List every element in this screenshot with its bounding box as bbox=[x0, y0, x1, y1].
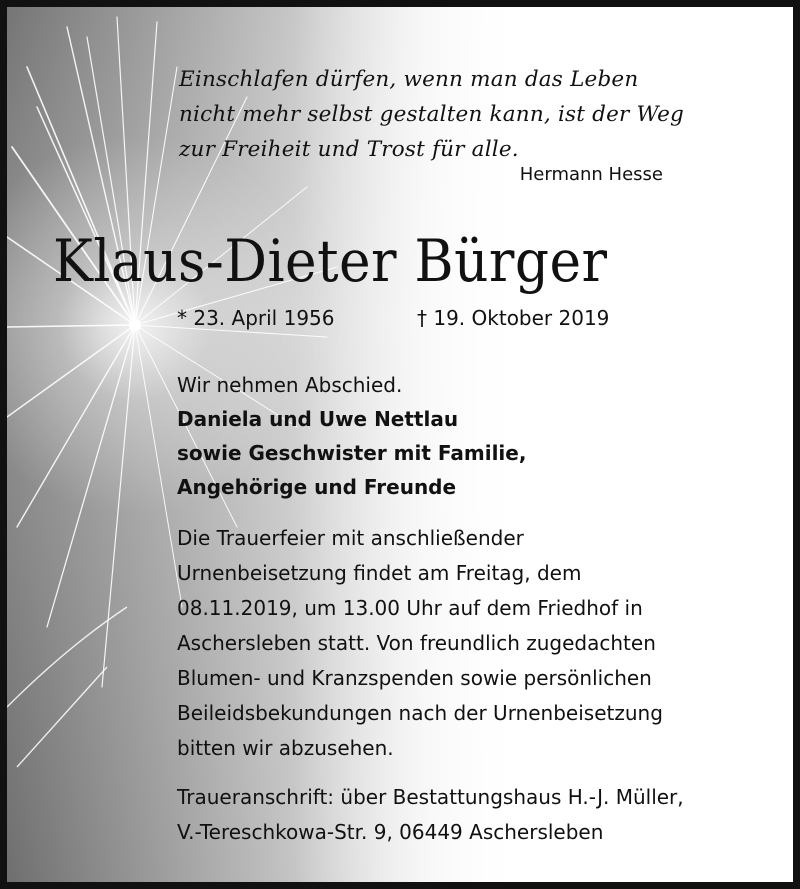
funeral-notice bbox=[177, 521, 663, 766]
notice-line: bitten wir abzusehen. bbox=[177, 736, 394, 760]
notice-line: 08.11.2019, um 13.00 Uhr auf dem Friedhof in bbox=[177, 596, 643, 620]
address-line: Traueranschrift: über Bestattungshaus H.-J. Müller, bbox=[177, 785, 684, 809]
deceased-name: Klaus-Dieter Bürger bbox=[53, 227, 608, 295]
farewell-intro: Wir nehmen Abschied. bbox=[177, 373, 403, 397]
notice-line: Beileidsbekundungen nach der Urnenbeisetzung bbox=[177, 701, 663, 725]
quote-line: Einschlafen dürfen, wenn man das Leben bbox=[179, 67, 639, 92]
death-date: † 19. Oktober 2019 bbox=[417, 306, 610, 330]
mourners bbox=[177, 368, 526, 504]
quote bbox=[179, 62, 739, 167]
mourning-address bbox=[177, 780, 684, 850]
quote-author: Hermann Hesse bbox=[519, 164, 663, 185]
mourner-line: sowie Geschwister mit Familie, bbox=[177, 441, 527, 465]
quote-line: zur Freiheit und Trost für alle. bbox=[179, 137, 519, 162]
address-line: V.-Tereschkowa-Str. 9, 06449 Aschersleben bbox=[177, 820, 604, 844]
notice-line: Die Trauerfeier mit anschließender bbox=[177, 526, 524, 550]
mourner-line: Daniela und Uwe Nettlau bbox=[177, 407, 459, 431]
notice-line: Urnenbeisetzung findet am Freitag, dem bbox=[177, 561, 582, 585]
notice-line: Blumen- und Kranzspenden sowie persönlichen bbox=[177, 666, 652, 690]
mourner-line: Angehörige und Freunde bbox=[177, 475, 457, 499]
quote-line: nicht mehr selbst gestalten kann, ist der Weg bbox=[179, 102, 684, 127]
notice-line: Aschersleben statt. Von freundlich zugedachten bbox=[177, 631, 656, 655]
birth-date: * 23. April 1956 bbox=[177, 306, 335, 330]
